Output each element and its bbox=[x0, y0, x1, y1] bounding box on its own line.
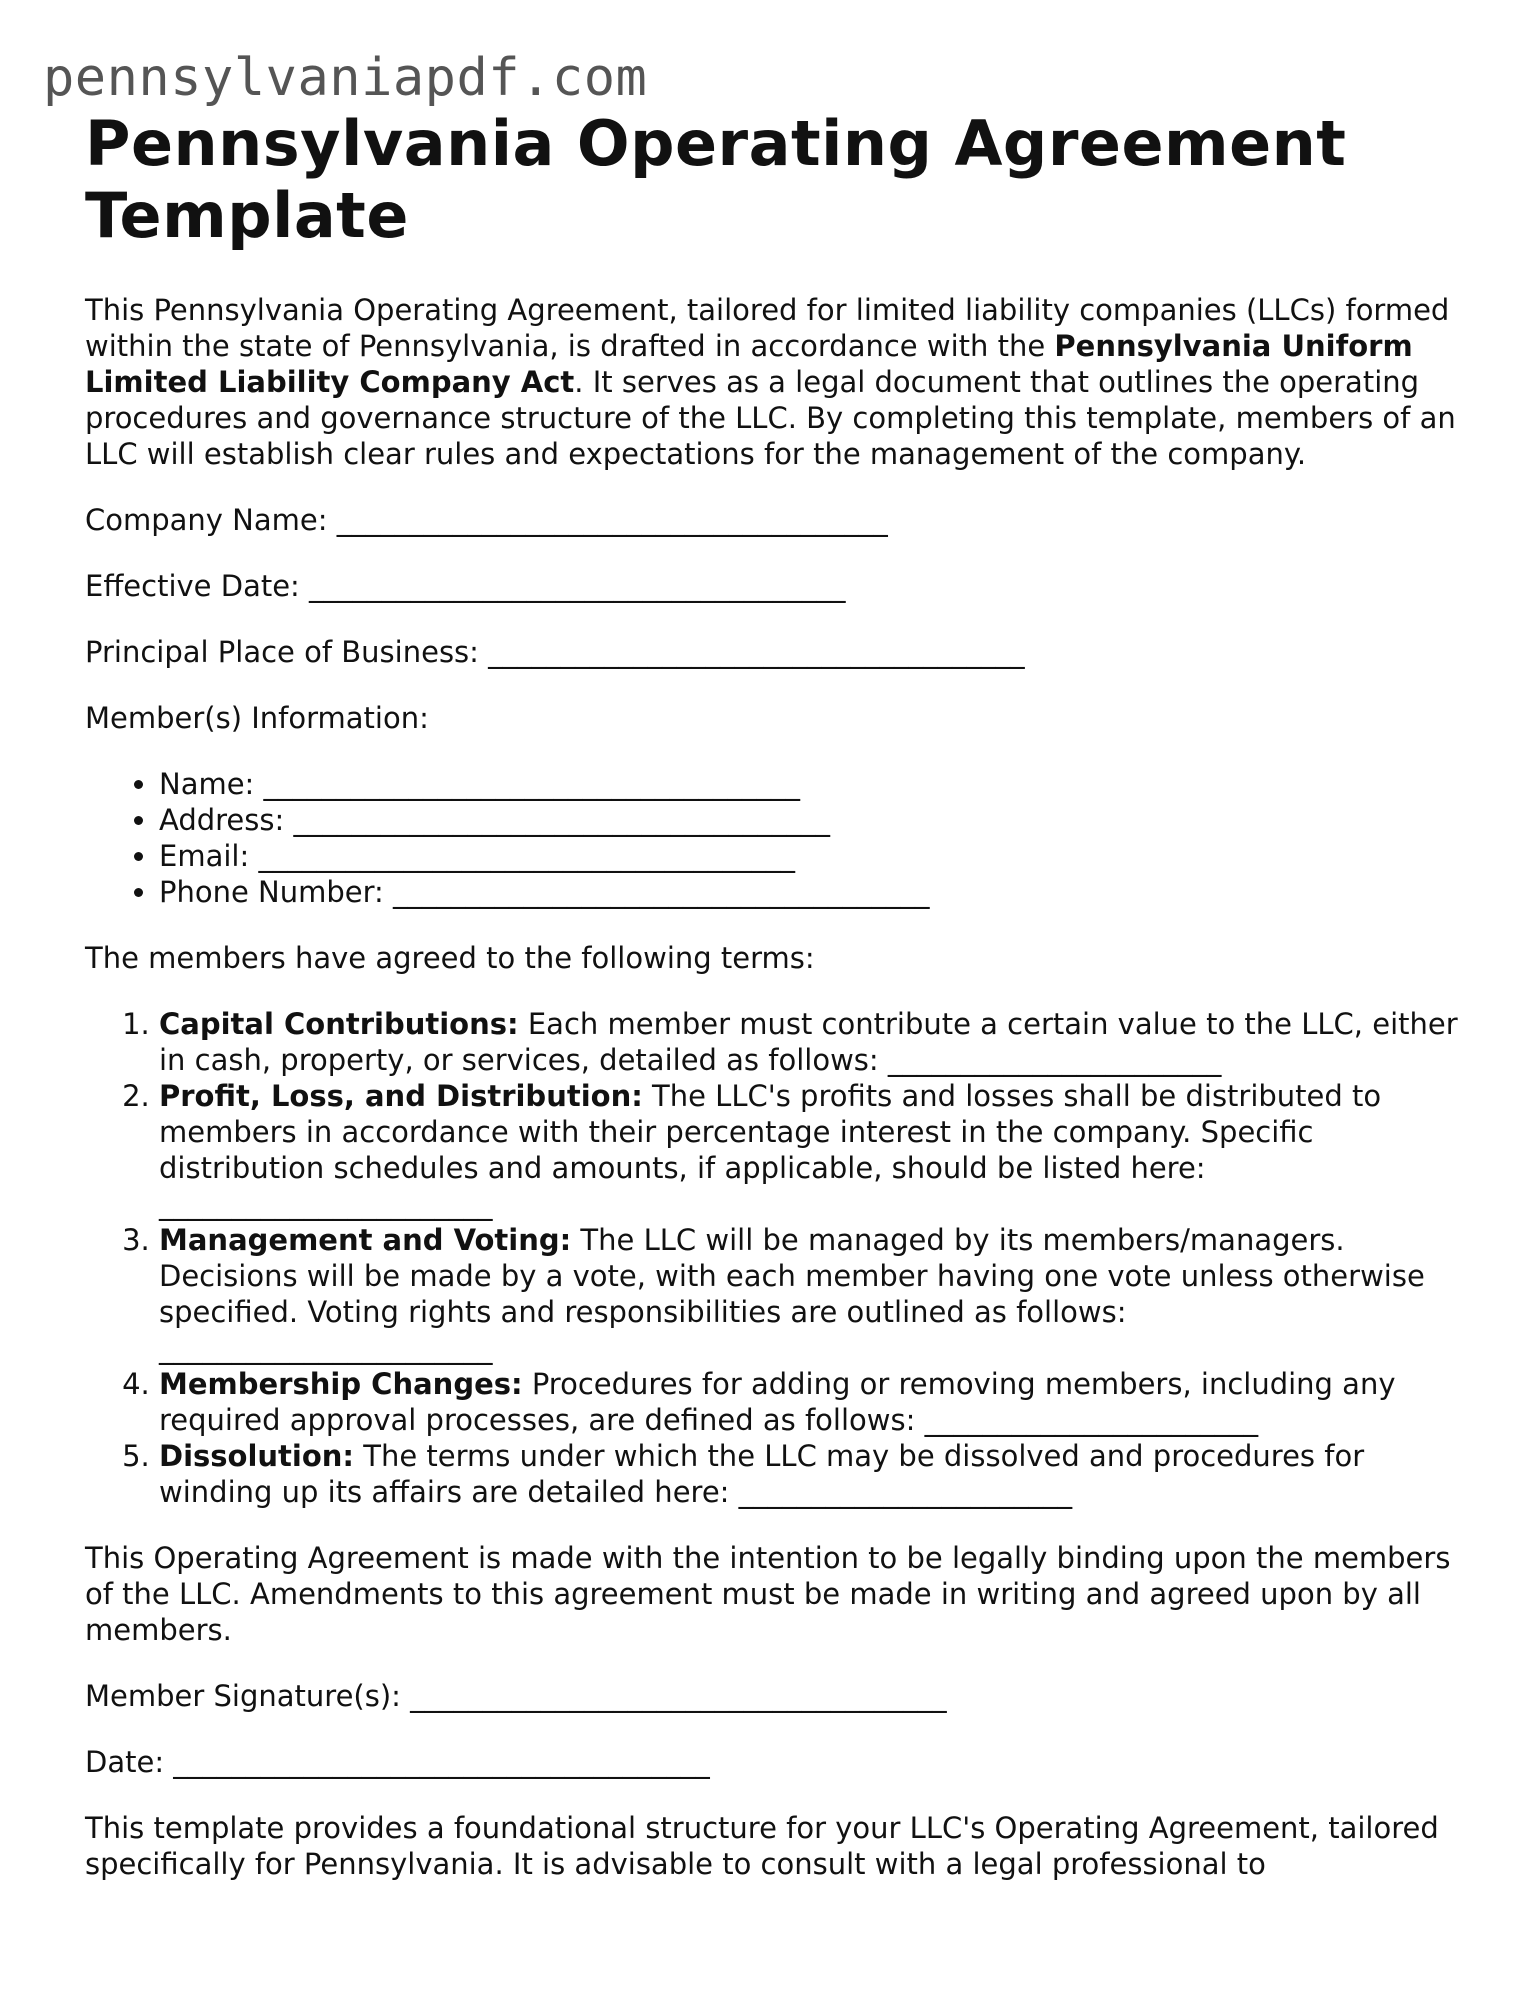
member-name-field[interactable]: • Name: _____________________________________ bbox=[159, 766, 1465, 802]
title-line-1: Pennsylvania Operating Agreement bbox=[85, 107, 1347, 180]
page-title bbox=[85, 108, 1465, 252]
term-heading: Dissolution: bbox=[159, 1439, 355, 1473]
effective-date-field[interactable]: Effective Date: _____________________________________ bbox=[85, 569, 846, 603]
footer-note: This template provides a foundational structure for your LLC's Operating Agreement, tailored specifically for Pennsylvania. It is advisable to consult with a legal professional to bbox=[85, 1811, 1439, 1881]
terms-list bbox=[85, 1006, 1465, 1510]
term-heading: Membership Changes: bbox=[159, 1367, 523, 1401]
term-management-voting[interactable] bbox=[159, 1222, 1465, 1366]
term-heading: Profit, Loss, and Distribution: bbox=[159, 1079, 643, 1113]
member-email-field[interactable]: • Email: _____________________________________ bbox=[159, 838, 1465, 874]
intro-paragraph bbox=[85, 292, 1465, 472]
member-phone-field[interactable]: • Phone Number: _____________________________________ bbox=[159, 874, 1465, 910]
document-body bbox=[85, 108, 1465, 1882]
term-membership-changes[interactable] bbox=[159, 1366, 1465, 1438]
date-field[interactable]: Date: _____________________________________ bbox=[85, 1745, 710, 1779]
term-heading: Management and Voting: bbox=[159, 1223, 572, 1257]
closing-paragraph: This Operating Agreement is made with the intention to be legally binding upon the members of the LLC. Amendments to this agreement must be made in writing and agreed upon by all members. bbox=[85, 1541, 1451, 1647]
terms-lead: The members have agreed to the following terms: bbox=[85, 941, 815, 975]
term-text: Procedures for adding or removing members, including any required approval processes, are defined as follows: _______________________ bbox=[159, 1367, 1396, 1437]
intro-part-2: . It serves as a legal document that outlines the operating procedures and governance structure of the LLC. By completing this template, members of an LLC will establish clear rules and expectations for the management of the company. bbox=[85, 365, 1456, 471]
watermark: pennsylvaniapdf.com bbox=[43, 48, 648, 108]
term-text: The LLC will be managed by its members/managers. Decisions will be made by a vote, with each member having one vote unless otherwise specified. Voting rights and responsibilities are outlined as follows: _______________________ bbox=[159, 1223, 1425, 1365]
term-heading: Capital Contributions: bbox=[159, 1007, 519, 1041]
intro-part-1: This Pennsylvania Operating Agreement, tailored for limited liability companies (LLCs) formed within the state of Pennsylvania, is drafted in accordance with the bbox=[85, 293, 1450, 363]
term-dissolution[interactable] bbox=[159, 1438, 1465, 1510]
member-info-list bbox=[85, 766, 1465, 910]
term-profit-loss-distribution[interactable] bbox=[159, 1078, 1465, 1222]
member-address-field[interactable]: • Address: _____________________________________ bbox=[159, 802, 1465, 838]
term-text: The terms under which the LLC may be dissolved and procedures for winding up its affairs are detailed here: _______________________ bbox=[159, 1439, 1365, 1509]
term-text: The LLC's profits and losses shall be distributed to members in accordance with their percentage interest in the company. Specific distribution schedules and amounts, if applicable, should be listed here: _______________________ bbox=[159, 1079, 1382, 1221]
company-name-field[interactable]: Company Name: ______________________________________ bbox=[85, 503, 888, 537]
title-line-2: Template bbox=[85, 179, 409, 252]
principal-place-field[interactable]: Principal Place of Business: _____________________________________ bbox=[85, 635, 1025, 669]
members-info-label: Member(s) Information: bbox=[85, 701, 429, 735]
term-capital-contributions[interactable] bbox=[159, 1006, 1465, 1078]
member-signature-field[interactable]: Member Signature(s): _____________________________________ bbox=[85, 1679, 947, 1713]
act-name: Pennsylvania Uniform Limited Liability Company Act bbox=[85, 329, 1413, 399]
term-text: Each member must contribute a certain value to the LLC, either in cash, property, or services, detailed as follows: _______________________ bbox=[159, 1007, 1458, 1077]
